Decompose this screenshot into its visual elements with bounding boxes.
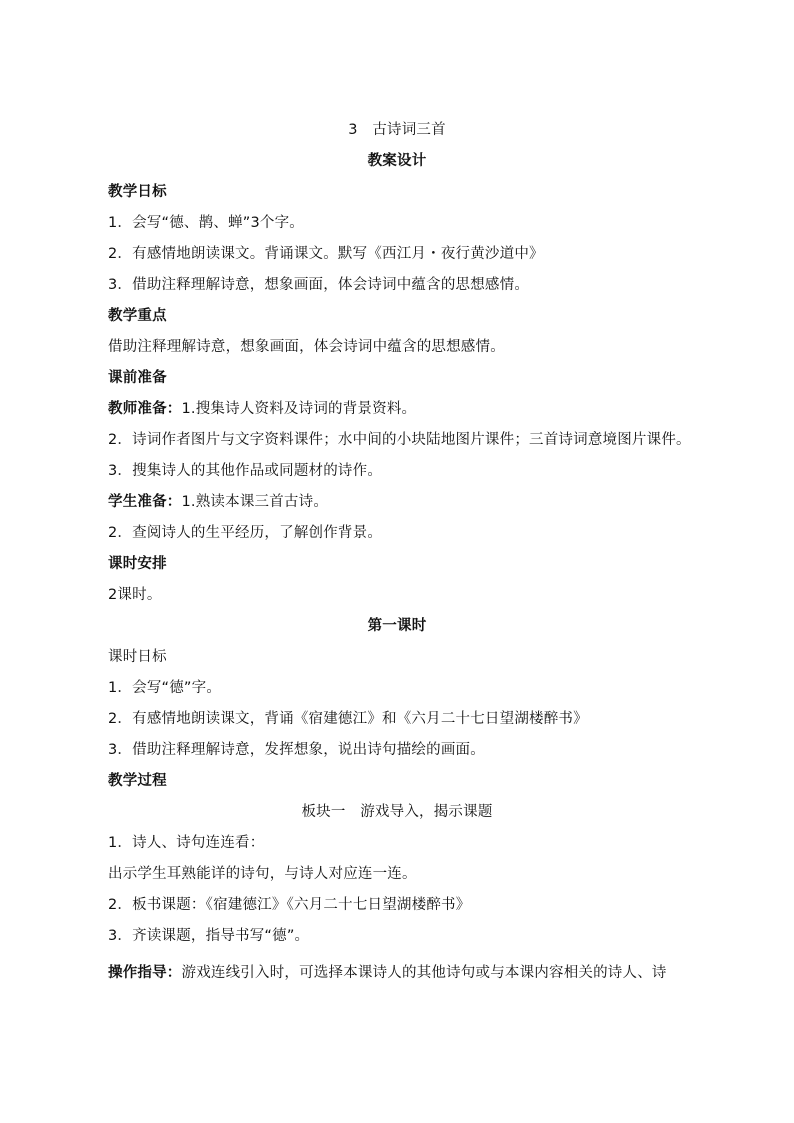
goal-item-3: 3．借助注释理解诗意，想象画面，体会诗词中蕴含的思想感情。 — [108, 277, 530, 293]
operation-guide-text: 游戏连线引入时，可选择本课诗人的其他诗句或与本课内容相关的诗人、诗 — [181, 965, 667, 981]
student-prep-item-1: 1.熟读本课三首古诗。 — [181, 494, 329, 510]
section-heading-key-points: 教学重点 — [108, 308, 167, 324]
process-item-3: 3．齐读课题，指导书写“德”。 — [108, 928, 310, 944]
teacher-prep-item-2: 2．诗词作者图片与文字资料课件；水中间的小块陆地图片课件；三首诗词意境图片课件。 — [108, 432, 691, 448]
operation-guide-line — [108, 963, 667, 983]
lesson-goal-item-2: 2．有感情地朗读课文，背诵《宿建德江》和《六月二十七日望湖楼醉书》 — [108, 711, 588, 727]
schedule-text: 2课时。 — [108, 587, 162, 603]
process-item-1-detail: 出示学生耳熟能详的诗句，与诗人对应连一连。 — [108, 866, 417, 882]
student-prep-label: 学生准备： — [108, 494, 182, 510]
section-heading-preparation: 课前准备 — [108, 370, 167, 386]
process-item-1: 1．诗人、诗句连连看： — [108, 835, 265, 851]
section-heading-schedule: 课时安排 — [108, 556, 167, 572]
teacher-prep-label: 教师准备： — [108, 401, 182, 417]
student-prep-item-2: 2．查阅诗人的生平经历，了解创作背景。 — [108, 525, 383, 541]
section-heading-goals: 教学日标 — [108, 184, 167, 200]
student-prep-line — [108, 492, 328, 512]
goal-item-2: 2．有感情地朗读课文。背诵课文。默写《西江月・夜行黄沙道中》 — [108, 246, 544, 262]
block-one-heading: 板块一 游戏导入，揭示课题 — [301, 804, 493, 820]
page-subtitle: 教案设计 — [367, 153, 427, 169]
section-heading-process: 教学过程 — [108, 773, 167, 789]
teacher-prep-line — [108, 399, 416, 419]
operation-guide-label: 操作指导： — [108, 965, 182, 981]
page-title: 3 古诗词三首 — [348, 122, 446, 138]
lesson-one-heading: 第一课时 — [367, 618, 427, 634]
goal-item-1: 1．会写“德、鹊、蝉”3个字。 — [108, 215, 304, 231]
teacher-prep-item-3: 3．搜集诗人的其他作品或同题材的诗作。 — [108, 463, 383, 479]
lesson-goals-heading: 课时日标 — [108, 649, 167, 665]
lesson-goal-item-3: 3．借助注释理解诗意，发挥想象，说出诗句描绘的画面。 — [108, 742, 485, 758]
lesson-goal-item-1: 1．会写“德”字。 — [108, 680, 222, 696]
key-point-text: 借助注释理解诗意，想象画面，体会诗词中蕴含的思想感情。 — [108, 339, 505, 355]
process-item-2: 2．板书课题：《宿建德江》《六月二十七日望湖楼醉书》 — [108, 897, 471, 913]
teacher-prep-item-1: 1.搜集诗人资料及诗词的背景资料。 — [181, 401, 417, 417]
